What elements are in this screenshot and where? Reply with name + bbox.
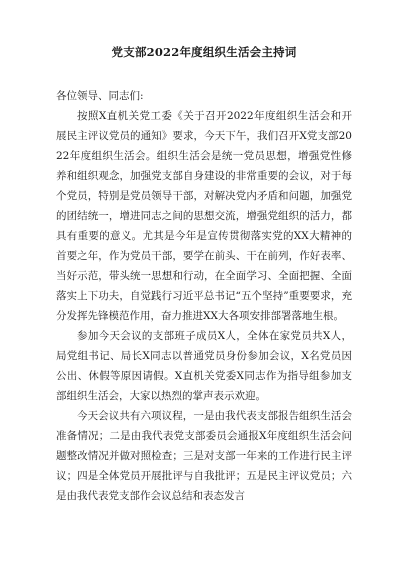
paragraph-2: 参加今天会议的支部班子成员X人，全体在家党员共X人，局党组书记、局长X同志以普通党员身份参加会议，X名党员因公出、休假等原因请假。X直机关党委X同志作为指导组参加支部组织生活会，大家以热烈的掌声表示欢迎。 bbox=[56, 330, 352, 402]
salutation: 各位领导、同志们: bbox=[56, 90, 144, 102]
paragraph-1: 按照X直机关党工委《关于召开2022年度组织生活会和开展民主评议党员的通知》要求，今天下午，我们召开X党支部2022年度组织生活会。组织生活会是统一党员思想，增强党性修养和组织观念，加强党支部自身建设的非常重要的会议，对于每个党员，特别是党员领导干部，对解决党内矛盾和问题，加强党的团结统一，增进同志之间的思想交流，增强党组织的活力，都具有重要的意义。尤其是今年是宣传贯彻落实党的XX大精神的首要之年，作为党员干部，要学在前头、干在前列，作好表率、当好示范，带头统一思想和行动，在全面学习、全面把握、全面落实上下功夫，自觉践行习近平总书记“五个坚持”重要要求，充分发挥先锋模范作用，奋力推进XX大各项安排部署落地生根。 bbox=[56, 110, 352, 322]
document-title: 党支部2022年度组织生活会主持词 bbox=[111, 45, 297, 59]
paragraph-3: 今天会议共有六项议程，一是由我代表支部报告组织生活会准备情况；二是由我代表党支部委员会通报X年度组织生活会问题整改情况并做对照检查；三是对支部一年来的工作进行民主评议；四是全体党员开展批评与自我批评；五是民主评议党员；六是由我代表党支部作会议总结和表态发言 bbox=[56, 410, 352, 502]
